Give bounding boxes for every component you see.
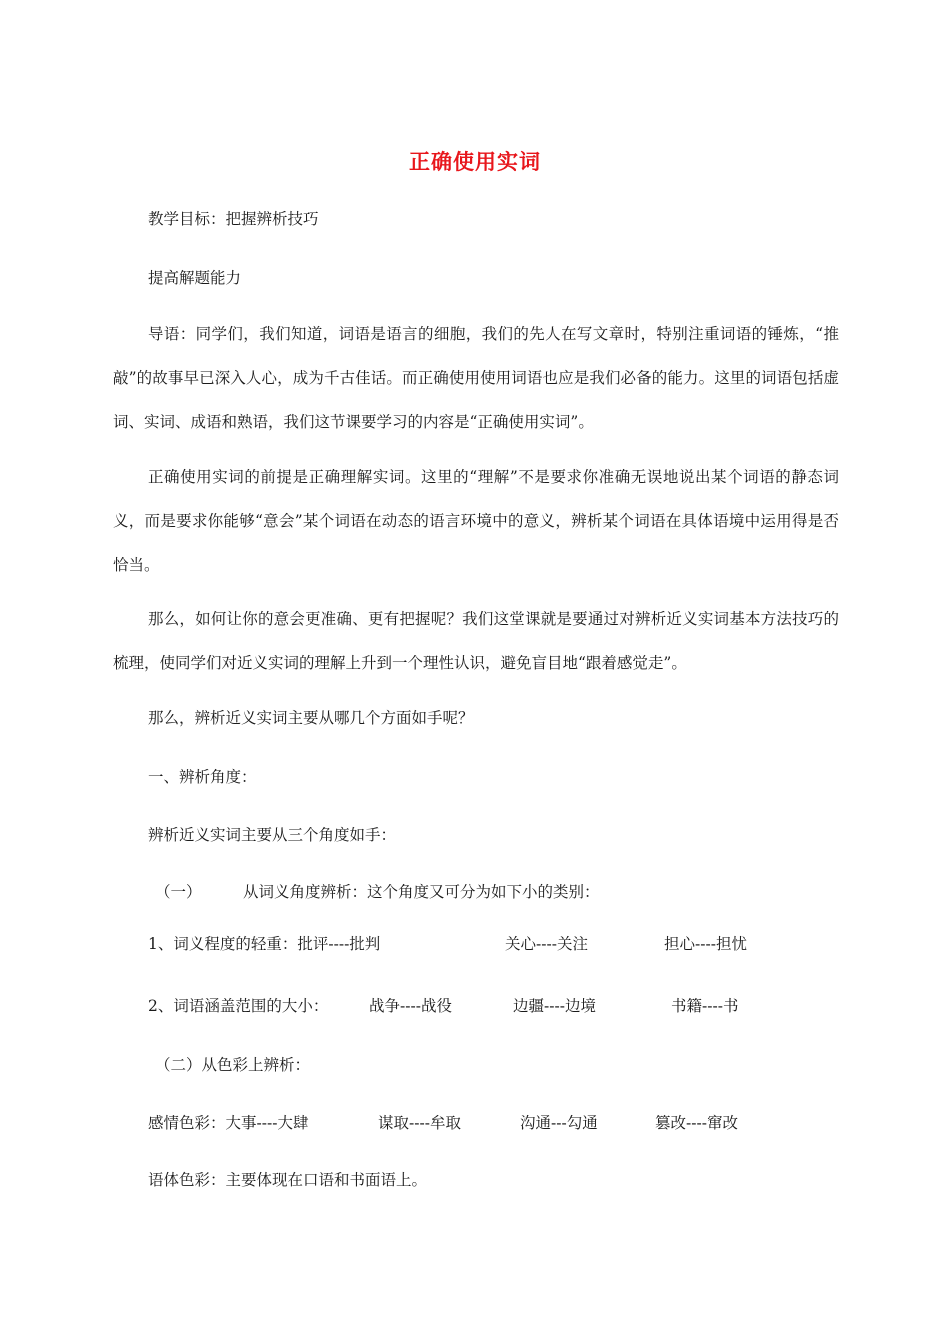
subsection-number: （一）	[155, 883, 202, 901]
subsection-text: 从词义角度辨析：这个角度又可分为如下小的类别：	[243, 883, 600, 901]
subsection-2-heading: （二）从色彩上辨析：	[155, 1056, 311, 1074]
intro-paragraph	[113, 312, 839, 444]
emotion-pair-2: 谋取----牟取	[378, 1114, 461, 1132]
method-paragraph	[113, 597, 839, 685]
style-color-line: 语体色彩：主要体现在口语和书面语上。	[148, 1171, 428, 1189]
objective-line-2: 提高解题能力	[148, 269, 242, 287]
method-text: 那么，如何让你的意会更准确、更有把握呢？我们这堂课就是要通过对辨析近义实词基本方法技巧的梳理，使同学们对近义实词的理解上升到一个理性认识，避免盲目地“跟着感觉走”。	[113, 610, 839, 672]
intro-text: 导语：同学们，我们知道，词语是语言的细胞，我们的先人在写文章时，特别注重词语的锤炼，“推敲”的故事早已深入人心，成为千古佳话。而正确使用使用词语也应是我们必备的能力。这里的词语包括虚词、实词、成语和熟语，我们这节课要学习的内容是“正确使用实词”。	[113, 325, 839, 431]
question-line: 那么，辨析近义实词主要从哪几个方面如手呢？	[148, 709, 474, 727]
item-2-pair-1: 战争----战役	[369, 997, 452, 1015]
premise-text: 正确使用实词的前提是正确理解实词。这里的“理解”不是要求你准确无误地说出某个词语的静态词义，而是要求你能够“意会”某个词语在动态的语言环境中的意义，辨析某个词语在具体语境中运用得是否恰当。	[113, 468, 839, 574]
emotion-label: 感情色彩：大事----大肆	[148, 1114, 309, 1132]
section-intro: 辨析近义实词主要从三个角度如手：	[148, 826, 397, 844]
item-1-label: 1、词义程度的轻重：批评----批判	[148, 935, 381, 953]
emotion-pair-3: 沟通---勾通	[520, 1114, 598, 1132]
item-2-pair-3: 书籍----书	[671, 997, 739, 1015]
emotion-pair-4: 篡改----窜改	[655, 1114, 738, 1132]
item-1-pair-2: 关心----关注	[505, 935, 588, 953]
page-title: 正确使用实词	[409, 150, 541, 174]
premise-paragraph	[113, 455, 839, 587]
section-heading: 一、辨析角度：	[148, 768, 257, 786]
item-1-pair-3: 担心----担忧	[664, 935, 747, 953]
objective-line-1: 教学目标：把握辨析技巧	[148, 210, 319, 228]
item-2-pair-2: 边疆----边境	[513, 997, 596, 1015]
item-2-label: 2、词语涵盖范围的大小：	[148, 997, 329, 1015]
